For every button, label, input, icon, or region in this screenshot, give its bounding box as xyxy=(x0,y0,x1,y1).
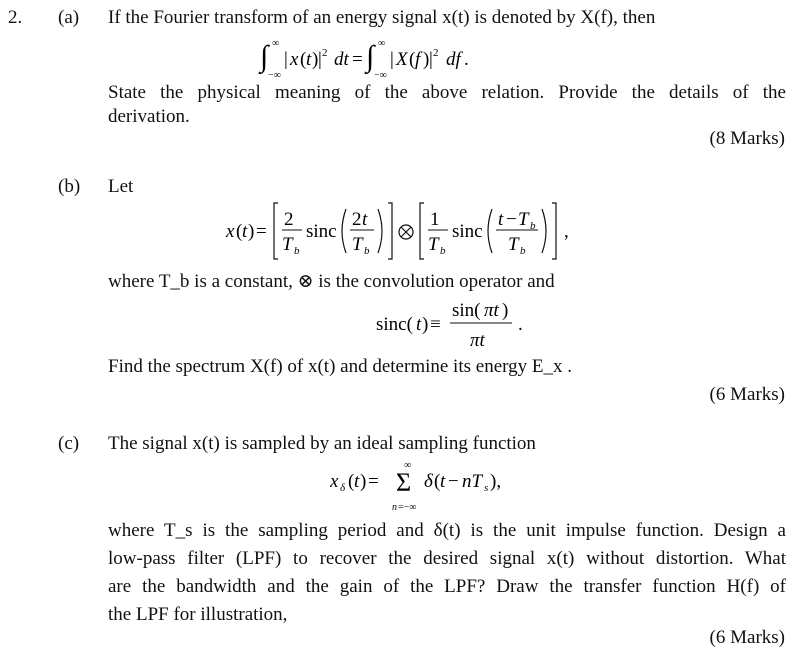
svg-text:−: − xyxy=(506,209,517,230)
part-a-intro-text: If the Fourier transform of an energy signal x(t) is denoted by X(f), then xyxy=(108,7,656,28)
svg-text:.: . xyxy=(518,314,523,335)
svg-text:2: 2 xyxy=(284,209,294,230)
svg-text:b: b xyxy=(530,220,536,232)
svg-text:t: t xyxy=(242,221,248,242)
svg-text:T: T xyxy=(282,234,293,255)
svg-text:b: b xyxy=(364,245,370,257)
sinc-definition xyxy=(376,296,546,361)
svg-text:sinc: sinc xyxy=(452,221,483,242)
part-b-intro: Let xyxy=(108,176,134,197)
svg-text:T: T xyxy=(508,234,519,255)
part-a-marks: (8 Marks) xyxy=(709,128,785,149)
part-a-line1: State the physical meaning of the above relation. Provide the details of the xyxy=(108,82,786,103)
svg-text:.: . xyxy=(464,49,469,70)
svg-text:|: | xyxy=(318,49,322,70)
part-c-line3: are the bandwidth and the gain of the LPF? Draw the transfer function H(f) of xyxy=(108,576,786,597)
svg-text:x: x xyxy=(330,471,339,492)
part-a-line2: derivation. xyxy=(108,106,190,127)
svg-text:2: 2 xyxy=(352,209,362,230)
svg-text:(: ( xyxy=(409,49,416,70)
svg-text:πt: πt xyxy=(484,300,499,321)
svg-text:f: f xyxy=(415,49,421,70)
part-c-line2: low-pass filter (LPF) to recover the desired signal x(t) without distortion. What xyxy=(108,548,786,569)
part-b-label: (b) xyxy=(58,176,81,197)
svg-text:): ) xyxy=(422,314,429,335)
svg-text:(: ( xyxy=(348,471,355,492)
part-b-where-line: where T_b is a constant, ⊗ is the convolution operator and xyxy=(108,271,555,292)
svg-text:sin(: sin( xyxy=(452,300,481,321)
svg-text:T: T xyxy=(428,234,439,255)
svg-text:(: ( xyxy=(434,471,441,492)
svg-text:t: t xyxy=(362,209,368,230)
svg-text:t: t xyxy=(354,471,360,492)
svg-text:1: 1 xyxy=(430,209,440,230)
svg-text:nT: nT xyxy=(462,471,483,492)
part-a-intro xyxy=(108,6,655,30)
svg-text:=: = xyxy=(256,221,267,242)
svg-text:df: df xyxy=(446,49,461,70)
svg-text:n: n xyxy=(392,502,397,513)
svg-text:δ: δ xyxy=(424,471,433,492)
part-c-line1: where T_s is the sampling period and δ(t) is the unit impulse function. Design a xyxy=(108,520,786,541)
svg-text:X: X xyxy=(396,49,408,70)
svg-text:,: , xyxy=(564,221,569,242)
svg-text:t: t xyxy=(306,49,312,70)
svg-text:∞: ∞ xyxy=(272,38,280,49)
svg-text:|: | xyxy=(284,49,288,70)
svg-text:x: x xyxy=(290,49,299,70)
part-c-intro: The signal x(t) is sampled by an ideal sampling function xyxy=(108,433,536,454)
svg-text:πt: πt xyxy=(470,330,485,351)
svg-text:T: T xyxy=(352,234,363,255)
svg-text:∫: ∫ xyxy=(366,40,375,73)
svg-text:=: = xyxy=(368,471,379,492)
svg-text:(: ( xyxy=(300,49,307,70)
svg-text:2: 2 xyxy=(433,47,439,59)
svg-text:b: b xyxy=(520,245,526,257)
svg-text:sinc(: sinc( xyxy=(376,314,413,335)
svg-text:): ) xyxy=(502,300,509,321)
svg-text:s: s xyxy=(484,482,489,494)
svg-text:t: t xyxy=(440,471,446,492)
svg-text:t: t xyxy=(498,209,504,230)
svg-text:): ) xyxy=(423,49,430,70)
svg-text:): ) xyxy=(312,49,319,70)
svg-text:dt: dt xyxy=(334,49,349,70)
svg-text:x: x xyxy=(226,221,235,242)
sinc-definition-svg xyxy=(376,296,546,356)
sampling-function-svg xyxy=(330,454,550,514)
svg-text:b: b xyxy=(440,245,446,257)
part-b-task: Find the spectrum X(f) of x(t) and determine its energy E_x . xyxy=(108,356,572,377)
svg-text:t: t xyxy=(416,314,422,335)
part-b-equation-svg xyxy=(222,197,592,267)
part-b-marks: (6 Marks) xyxy=(709,384,785,405)
parseval-equation xyxy=(258,36,548,85)
svg-text:=: = xyxy=(352,49,363,70)
sampling-function-equation xyxy=(330,454,550,519)
svg-text:Σ: Σ xyxy=(396,468,412,497)
svg-text:−∞: −∞ xyxy=(268,70,281,80)
question-number: 2. xyxy=(8,7,23,28)
svg-text:δ: δ xyxy=(340,482,346,494)
parseval-equation-svg xyxy=(258,36,548,80)
svg-text:∞: ∞ xyxy=(378,38,386,49)
svg-text:),: ), xyxy=(490,471,502,492)
svg-text:b: b xyxy=(294,245,300,257)
svg-text:−∞: −∞ xyxy=(374,70,387,80)
svg-text:sinc: sinc xyxy=(306,221,337,242)
part-a-label: (a) xyxy=(58,7,80,28)
svg-text:∫: ∫ xyxy=(260,40,269,73)
svg-text:2: 2 xyxy=(322,47,328,59)
svg-text:∞: ∞ xyxy=(404,460,412,471)
part-c-line4: the LPF for illustration, xyxy=(108,604,288,625)
svg-text:|: | xyxy=(390,49,394,70)
svg-text:T: T xyxy=(518,209,529,230)
svg-text:): ) xyxy=(360,471,367,492)
part-b-equation xyxy=(222,197,592,272)
svg-text:): ) xyxy=(248,221,255,242)
svg-text:−: − xyxy=(448,471,459,492)
svg-text:|: | xyxy=(429,49,433,70)
part-c-marks: (6 Marks) xyxy=(709,627,785,648)
svg-text:(: ( xyxy=(236,221,243,242)
svg-text:≡: ≡ xyxy=(430,314,441,335)
svg-text:=−∞: =−∞ xyxy=(398,502,417,513)
part-c-label: (c) xyxy=(58,433,80,454)
